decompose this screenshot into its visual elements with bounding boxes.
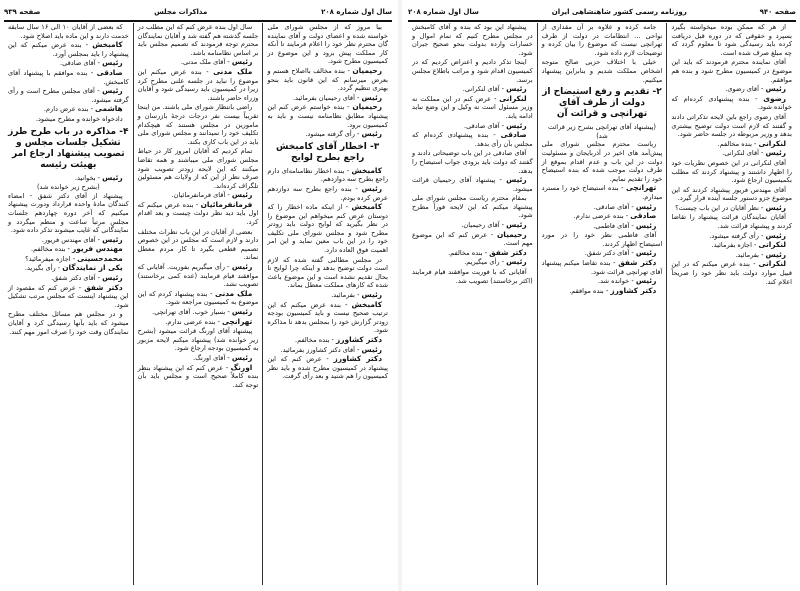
speaker-name: ملک مدنی bbox=[215, 288, 253, 298]
page-gutter bbox=[398, 0, 402, 591]
speaker-name: ملک مدنی bbox=[213, 66, 253, 76]
paragraph-text: - بنده عرض دارم. bbox=[43, 105, 96, 114]
paragraph-text: ریاست محترم مجلس شورای ملی پیش‌آمد های اخیر در آذربایجان و مسئولیت دولت در این باب و عدم اقدام بموقع از طرف دولت موجب شده که بنده استیضاح خود را تقدیم نمایم. bbox=[541, 140, 663, 183]
paragraph bbox=[671, 23, 792, 57]
page-header bbox=[4, 4, 392, 22]
speaker-name: فرمانفرمائیان bbox=[200, 199, 253, 209]
paragraph bbox=[267, 336, 388, 345]
paragraph bbox=[267, 256, 388, 290]
paragraph-text: - عرض کنم که این پیشنهاد بنظر بنده کاملاً صحیح است و مجلس باید بآن توجه کند. bbox=[137, 363, 259, 389]
paragraph-text: آقایان نمایندگان قرائت پیشنهاد را تقاضا کردند و پیشنهاد قرائت شد. bbox=[671, 213, 792, 231]
paragraph bbox=[671, 95, 792, 112]
speaker-name: اورنگ bbox=[230, 362, 253, 372]
page-header bbox=[408, 4, 796, 22]
speaker-name: کامبخش bbox=[351, 165, 382, 175]
paragraph bbox=[138, 147, 259, 190]
speaker-name: تهرانچی bbox=[625, 183, 657, 193]
paragraph bbox=[671, 140, 792, 149]
paragraph-text: آقای لنکرانی در این خصوص نظریات خود را اظهار داشتند و پیشنهاد کردند که مطلب بکمیسیون ارجاع شود. bbox=[671, 158, 792, 185]
speaker-name: رئیس bbox=[231, 57, 253, 67]
paragraph bbox=[138, 327, 259, 353]
paragraph-text: که بعضی از آقایان ۱۰ الی ۱۶ سال سابقه خدمت دارند و این ماده باید اصلاح شود. bbox=[7, 23, 129, 40]
paragraph-text: - اجازه میفرمائید؟ bbox=[25, 254, 78, 263]
paragraph-text: - بفرمائید. bbox=[735, 250, 766, 259]
speaker-name: کامبخش bbox=[351, 299, 382, 309]
paragraph-text: - بنده پیشنهادی کرده‌ام که خوانده شود. bbox=[671, 94, 792, 112]
paragraph bbox=[8, 59, 129, 68]
speaker-name: هاشمی bbox=[95, 104, 123, 114]
paragraph bbox=[8, 245, 129, 254]
speaker-name: رئیس bbox=[231, 190, 253, 200]
paragraph bbox=[412, 194, 533, 220]
paragraph-text: سال اول بنده عرض کنم که این مطلب در جلسه گذشته هم گفته شد و آقایان نمایندگان محترم توجه فرمودند که تصمیم مجلس باید بر اساس نظامنامه باشد. bbox=[137, 23, 259, 57]
paragraph-text: جامه کرده و علاوه بر آن مقداری از نواحی ... انتظامات در دولت از طرف تهرانچی نیست که موضوع را بیان کرده و توضیحات لازم داده شود. bbox=[541, 23, 663, 57]
paragraph bbox=[267, 185, 388, 202]
paragraph bbox=[138, 23, 259, 57]
speaker-name: رئیس bbox=[506, 175, 527, 185]
speaker-name: رئیس bbox=[102, 273, 123, 283]
section-heading: ۲- تقدیم و رفع استیضاح از دولت از طرف آقای تهرانچی و قرائت آن bbox=[542, 87, 662, 120]
speaker-name: دکتر کشاورز bbox=[333, 354, 382, 364]
paragraph bbox=[542, 249, 663, 258]
paragraph bbox=[412, 176, 533, 193]
paragraph bbox=[138, 290, 259, 307]
paragraph bbox=[671, 85, 792, 94]
speaker-name: رئیس bbox=[102, 234, 123, 244]
paragraph-text: - بخوانید. bbox=[74, 173, 103, 182]
paragraph bbox=[267, 130, 388, 139]
text-column bbox=[666, 23, 796, 585]
speaker-name: رئیس bbox=[361, 290, 382, 300]
paragraph-text: - بنده مخالفم. bbox=[448, 248, 490, 257]
paragraph-text: - خوانده شد. bbox=[598, 277, 636, 286]
paragraph bbox=[542, 222, 663, 231]
speaker-name: رئیس bbox=[231, 307, 253, 316]
speaker-name: دکتر شفق bbox=[84, 282, 123, 292]
paragraph-text: - نظر آقایان در این باب چیست؟ bbox=[675, 203, 766, 212]
speaker-name: دکتر کشاورز bbox=[610, 285, 657, 295]
paragraph bbox=[542, 23, 663, 57]
paragraph-text: - عرض کنم که این موضوع مهم است. bbox=[411, 230, 533, 248]
paragraph bbox=[8, 23, 129, 40]
paragraph-text: از هر که ممکن بوده میخواسته بگیرد بسپرد و حقوقی که در دوره قبل دریافت کرده باید رسیدگی شود تا معلوم گردد که چه مبلغ صرف شده است. bbox=[671, 23, 792, 57]
paragraph bbox=[671, 251, 792, 260]
paragraph bbox=[671, 204, 792, 213]
paragraph-text: - آقای فاطمی. bbox=[593, 221, 636, 230]
section-heading: ۳- اخطار آقای کامبخش راجع بطرح لوایح bbox=[276, 141, 380, 163]
paragraph-text: پیشنهاد از آقای دکتر شفق - امضاء کنندگان مادهٔ واحده قرارداد ودورت پیشنهاد میکنیم که آخر دوره چهاردهم جلسات مجلس مرتباً ساعت و منظم میگردد و نمایندگانی که غایب میشوند تذکر داده شود. bbox=[7, 191, 129, 235]
paragraph bbox=[412, 258, 533, 267]
left-page bbox=[0, 0, 396, 591]
speaker-name: رئیس bbox=[361, 344, 382, 354]
paragraph-text: - بنده اخطار نظامنامه‌ای دارم راجع بطرح سه دوازدهم. bbox=[267, 166, 388, 184]
paragraph-text: بعضی از آقایان در این باب نظرات مختلف دارند و لازم است که مجلس در این خصوص تصمیم قطعی بگیرد تا کار مردم معطل نماند. bbox=[137, 227, 259, 262]
speaker-name: کامبخش bbox=[92, 40, 123, 50]
paragraph-text: - عرض کنم که این پیشنهاد در کمیسیون مطرح شده و باید نظر کمیسیون را هم شنید و بعد رأی گرفت. bbox=[267, 355, 388, 381]
paragraph bbox=[8, 192, 129, 235]
speaker-name: کامبخش bbox=[351, 202, 382, 212]
columns bbox=[4, 23, 392, 585]
text-column bbox=[408, 23, 537, 585]
speaker-name: یکی از نمایندگان bbox=[62, 263, 123, 273]
paragraph bbox=[412, 149, 533, 175]
paragraph bbox=[542, 231, 663, 248]
paragraph-text: آقای فاطمی نظر خود را در مورد استیضاح اظهار کردند. bbox=[541, 231, 663, 248]
paragraph bbox=[671, 113, 792, 139]
paragraph-text: - بنده موافقم با پیشنهاد آقای کامبخش. bbox=[7, 68, 129, 86]
paragraph bbox=[412, 122, 533, 131]
paragraph bbox=[138, 191, 259, 200]
paragraph bbox=[671, 159, 792, 185]
paragraph-text: - آقای دکتر شفق. bbox=[51, 274, 103, 283]
paragraph bbox=[138, 58, 259, 67]
speaker-name: رئیس bbox=[635, 220, 657, 230]
paragraph bbox=[412, 249, 533, 258]
paragraph bbox=[8, 174, 129, 183]
speaker-name: صادقی bbox=[500, 130, 527, 140]
speaker-name: رضوی bbox=[763, 93, 786, 103]
paragraph bbox=[412, 131, 533, 148]
text-column bbox=[537, 23, 667, 585]
paragraph-text: - پیشنهاد آقای رحیمیان قرائت میشود. bbox=[411, 176, 533, 193]
paragraph-text: آقای مهندس فریور پیشنهاد کردند که این موضوع جزو دستور جلسه آینده قرار گیرد. bbox=[671, 185, 792, 203]
speaker-name: رئیس bbox=[231, 262, 253, 272]
speaker-name: رئیس bbox=[506, 220, 527, 230]
speaker-name: رئیس bbox=[506, 257, 527, 267]
paragraph bbox=[412, 58, 533, 84]
paragraph-text: - رأی گرفته میشود. bbox=[709, 231, 766, 240]
paragraph-text: - آقای مهندس فریور. bbox=[41, 235, 103, 244]
speaker-name: رئیس bbox=[102, 172, 123, 182]
paragraph-text: - عرض کنم که مقصود از این پیشنهاد اینست که مجلس مرتب تشکیل شود. bbox=[7, 283, 129, 309]
speaker-name: رئیس bbox=[765, 249, 786, 259]
paragraph bbox=[138, 228, 259, 262]
paragraph bbox=[542, 184, 663, 201]
speaker-name: رئیس bbox=[765, 148, 786, 158]
paragraph-text: - بنده استیضاح خود را مسترد میدارم. bbox=[541, 184, 663, 201]
paragraph bbox=[8, 236, 129, 245]
paragraph-text: - بنده عرضی ندارم. bbox=[165, 317, 222, 326]
speaker-name: رئیس bbox=[102, 86, 123, 96]
speaker-name: لنکرانی bbox=[499, 93, 527, 103]
paragraph bbox=[412, 268, 533, 285]
paragraph-text: - بنده خواستم عرض کنم این پیشنهاد مطابق نظامنامه نیست و باید به کمیسیون برود. bbox=[267, 103, 388, 129]
paragraph bbox=[267, 346, 388, 355]
speaker-name: دکتر کشاورز bbox=[336, 335, 382, 344]
speaker-name: رئیس bbox=[361, 92, 382, 102]
paragraph bbox=[138, 68, 259, 102]
paragraph-text: در مجلس مطالبی گفته شده که لازم است دولت توضیح بدهد و اینکه چرا لوایح تا بحال تقدیم نشده است و این موضوع باعث شده که کارهای مملکت معطل بماند. bbox=[267, 255, 388, 290]
paragraph-text: خیلی با اختلاف حزبی صالح متوجه اشخاص مملکت شدیم و بنابراین پیشنهاد میکنیم. bbox=[541, 58, 663, 84]
header-title: روزنامه رسمی کشور شاهنشاهی ایران bbox=[551, 8, 687, 16]
speaker-name: لنکرانی bbox=[758, 259, 786, 269]
page-number: صفحه ۹۴۰ bbox=[759, 8, 796, 16]
paragraph bbox=[267, 355, 388, 381]
paragraph-text: - آقای فرمانفرمائیان. bbox=[171, 191, 232, 200]
page-number: صفحه ۹۳۹ bbox=[4, 8, 41, 16]
speaker-name: رئیس bbox=[361, 183, 382, 193]
paragraph bbox=[138, 354, 259, 363]
paragraph bbox=[671, 232, 792, 241]
paragraph bbox=[267, 103, 388, 129]
speaker-name: رئیس bbox=[635, 276, 657, 286]
speaker-name: رحیمیان bbox=[497, 229, 527, 239]
paragraph-text: پیشنهاد آقای اورنگ قرائت میشود (بشرح زیر خوانده شد) پیشنهاد میکنم لایحه مزبور به کمیسیون بودجه ارجاع شود. bbox=[137, 327, 259, 353]
speaker-name: دکتر شفق bbox=[618, 258, 657, 268]
paragraph-text: آقای رضوی راجع باین لایحه تذکراتی دادند و گفتند که لازم است دولت توضیح بیشتری بدهد و وزیر مربوطه در جلسه حاضر شود. bbox=[671, 112, 792, 139]
paragraph-text: - رأی میگیریم. bbox=[464, 258, 507, 267]
paragraph-text: و در مجلس هم مسائل مختلف مطرح میشود که باید بآنها رسیدگی کرد و آقایان نمایندگان وقت خود را صرف امور مهم کنند. bbox=[7, 310, 129, 336]
columns bbox=[408, 23, 796, 585]
paragraph-text: - بنده مخالفم. bbox=[30, 245, 73, 254]
paragraph-text: - رأی گرفته میشود. bbox=[305, 130, 362, 139]
paragraph bbox=[671, 241, 792, 250]
paragraph-text: - بنده مخالف بااصلاح هستم و بعرض میرسانم که این قانون باید بنحو بهتری تنظیم گردد. bbox=[267, 66, 388, 93]
paragraph-text: - بنده عرض میکنم که در این قبیل موارد دولت باید نظر خود را صریحاً اعلام کند. bbox=[671, 260, 792, 286]
speaker-name: رئیس bbox=[765, 202, 786, 212]
paragraph-text: - آقای رحیمیان بفرمائید. bbox=[292, 93, 362, 102]
paragraph-text: - بفرمائید. bbox=[331, 291, 362, 300]
text-column bbox=[133, 23, 263, 585]
paragraph-text: - آقای رضوی. bbox=[725, 85, 766, 94]
paragraph bbox=[8, 115, 129, 124]
speaker-name: صادقی bbox=[96, 67, 123, 77]
speaker-name: رئیس bbox=[765, 84, 786, 94]
issue-number: سال اول شماره ۲۰۸ bbox=[321, 8, 392, 16]
paragraph bbox=[267, 167, 388, 184]
paragraph-text: - آقای لنکرانی. bbox=[722, 149, 766, 158]
speaker-name: محمدحسینی bbox=[77, 253, 123, 263]
speaker-name: رئیس bbox=[102, 58, 123, 68]
paragraph bbox=[671, 213, 792, 230]
paragraph-text: اینجا تذکر دادیم و اعتراض کردیم که در کمیسیون اقدام شود و مراتب باطلاع مجلس برسد. bbox=[411, 58, 533, 84]
paragraph-text: - آقای اورنگ. bbox=[192, 353, 232, 362]
paragraph bbox=[671, 260, 792, 286]
paragraph-text: - رأی بگیرید. bbox=[24, 264, 63, 273]
paragraph bbox=[412, 221, 533, 230]
paragraph-text: راضی بانتظار شورای ملی باشند. من اینجا تقریباً بیست نفر درجات درجهٔ بازرسان و مامورین در مجلس هستند که هیچکدام تکلیف خود را نمیدانند و مجلس شورای ملی باید در این باب کاری بکند. bbox=[137, 103, 259, 146]
paragraph-text: - اجازه بفرمائید. bbox=[711, 241, 759, 250]
paragraph bbox=[8, 255, 129, 264]
paragraph-text: - آقای دکتر کشاورز بفرمائید. bbox=[280, 345, 362, 354]
paragraph bbox=[267, 291, 388, 300]
paragraph bbox=[671, 186, 792, 203]
paragraph bbox=[542, 58, 663, 84]
paragraph bbox=[671, 149, 792, 158]
paragraph bbox=[8, 310, 129, 336]
paragraph-text: آقای نماینده محترم فرمودند که باید این موضوع در کمیسیون مطرح شود و بنده هم موافقم. bbox=[671, 58, 792, 84]
paragraph bbox=[138, 308, 259, 317]
paragraph bbox=[267, 23, 388, 66]
paragraph-text: - آقای دکتر شفق. bbox=[584, 249, 636, 258]
paragraph-text: پیشنهاد این بود که بنده و آقای کامبخش در مجلس مطرح کنیم که تمام اموال و خسارات وارده بدولت بنحو صحیح جبران شود. bbox=[411, 23, 533, 57]
paragraph-text: آقای صادقی در این باب توضیحاتی دادند و گفتند که دولت باید بزودی جواب استیضاح را بدهد. bbox=[411, 149, 533, 175]
speaker-name: رئیس bbox=[231, 352, 253, 362]
paragraph-text: تمام کردیم که آقایان امروز کار در حیاط مجلس شورای ملی میباشند و همه تقاضا میکنند که این لایحه زودتر تصویب شود صرف نظر از این که از ولایات هم مسئولین تلگراف کرده‌اند. bbox=[137, 147, 259, 190]
text-column bbox=[262, 23, 392, 585]
paragraph bbox=[8, 87, 129, 104]
paragraph bbox=[138, 103, 259, 146]
paragraph bbox=[8, 105, 129, 114]
speaker-name: مهندس فریور bbox=[72, 244, 123, 254]
paragraph-text: - آقای مجلس مطرح است و رأی گرفته میشود. bbox=[7, 87, 129, 104]
paragraph bbox=[542, 287, 663, 296]
paragraph-text: - بنده موافقم. bbox=[569, 286, 611, 295]
paragraph bbox=[542, 259, 663, 276]
paragraph bbox=[138, 201, 259, 227]
paragraph bbox=[8, 284, 129, 310]
note: (بشرح زیر خوانده شد) bbox=[36, 183, 100, 192]
paragraph-text: - بنده پیشنهاد کردم که این موضوع به کمیسیون مراجعه شود. bbox=[137, 289, 259, 307]
paragraph bbox=[542, 277, 663, 286]
paragraph bbox=[412, 231, 533, 248]
paragraph-text: - بنده تقاضا میکنم پیشنهاد آقای تهرانچی قرائت شود. bbox=[541, 259, 663, 276]
speaker-name: رئیس bbox=[361, 129, 382, 139]
paragraph-text: - آقای رحیمیان. bbox=[461, 221, 507, 230]
paragraph-text: - بنده عرض میکنم که این پیشنهاد را باید بمجلس آورد. bbox=[7, 41, 129, 58]
paragraph-text: - آقای صادقی. bbox=[464, 121, 507, 130]
paragraph bbox=[542, 212, 663, 221]
speaker-name: رحیمیان bbox=[352, 65, 382, 75]
paragraph bbox=[8, 274, 129, 283]
paragraph bbox=[8, 41, 129, 58]
paragraph bbox=[412, 85, 533, 94]
paragraph bbox=[267, 67, 388, 93]
paragraph bbox=[267, 94, 388, 103]
speaker-name: دکتر شفق bbox=[489, 247, 527, 257]
paragraph-text: - عرض کنم در این مملکت نه وزیر مسئول است نه وکیل و این وضع نباید ادامه یابد. bbox=[411, 94, 533, 120]
issue-number: سال اول شماره ۲۰۸ bbox=[408, 8, 479, 16]
paragraph bbox=[138, 364, 259, 390]
paragraph bbox=[412, 95, 533, 121]
speaker-name: رئیس bbox=[506, 120, 527, 130]
speaker-name: رئیس bbox=[635, 248, 657, 258]
paragraph-text: - بنده عرضی ندارم. bbox=[573, 212, 631, 221]
speaker-name: رحیمیان bbox=[352, 102, 382, 112]
section-heading: ۴- مذاکره در باب طرح طرز تشکیل جلسات مجلس و تصویب پیشنهاد ارجاع امر بهیئت رئیسه bbox=[8, 126, 129, 170]
paragraph-text: - بنده عرض میکنم این موضوع را نباید در جلسه علنی مطرح کرد زیرا در کمیسیون باید رسیدگی شود و آقایان وزراء حاضر باشند. bbox=[137, 67, 259, 102]
paragraph bbox=[671, 58, 792, 84]
paragraph-text: - رأی میگیریم بفوریت. آقایانی که موافقند قیام فرمایند (عده کمی برخاستند) تصویب نشد. bbox=[137, 263, 259, 289]
paragraph bbox=[267, 301, 388, 335]
speaker-name: رئیس bbox=[506, 84, 527, 94]
paragraph bbox=[267, 203, 388, 255]
paragraph-text: - آقای ملک مدنی. bbox=[180, 58, 232, 67]
paragraph bbox=[542, 140, 663, 183]
paragraph-text: - آقای صادقی. bbox=[593, 202, 636, 211]
right-page bbox=[404, 0, 800, 591]
paragraph-text: - از اینکه ماده اخطار را که دوستان عرض کنم میخواهم این موضوع را در نظر بگیرید که لوایح دولت باید زودتر مطرح شود و مجلس شورای ملی تکلیف خود را در این باب معین نماید و این امر اهمیت فوق العاده دارد. bbox=[267, 203, 388, 255]
paragraph-text: - بنده مخالفم. bbox=[294, 336, 337, 344]
paragraph-text: - بنده مخالفم. bbox=[717, 139, 759, 148]
header-title: مذاکرات مجلس bbox=[154, 8, 208, 16]
paragraph-text: آقایانی که با فوریت موافقند قیام فرمایند (اکثر برخاستند) تصویب شد. bbox=[411, 268, 533, 285]
speaker-name: رئیس bbox=[765, 230, 786, 240]
paragraph-text: دادخواه خوانده و مطرح میشود. bbox=[35, 114, 123, 123]
paragraph-text: - آقای صادقی. bbox=[60, 59, 103, 68]
speaker-name: صادقی bbox=[630, 211, 657, 221]
paragraph-text: بمقام محترم ریاست مجلس شورای ملی پیشنهاد میکنم که این لایحه فوراً مطرح شود. bbox=[411, 194, 533, 220]
paragraph-text: - بنده راجع بطرح سه دوازدهم عرض کرده بودم. bbox=[267, 184, 388, 202]
paragraph-text: - بنده عرض میکنم که اول باید دید نظر دولت چیست و بعد اقدام کرد. bbox=[137, 200, 259, 227]
paragraph-text: - بنده پیشنهادی کرده‌ام که مجلس بآن رأی بدهد. bbox=[411, 131, 533, 148]
speaker-name: لنکرانی bbox=[758, 138, 786, 148]
paragraph-text: بیا مروز که از مجلس شورای ملی خواسته شده و اعضای دولت و آقای نماینده گان محترم نظر خود را اعلام فرمایند تا آنکه کار مملکت پیش برود و این موضوع در کمیسیون مطرح شود. bbox=[267, 23, 388, 66]
text-column bbox=[4, 23, 133, 585]
paragraph bbox=[138, 318, 259, 327]
paragraph bbox=[542, 203, 663, 212]
paragraph-text: - بنده عرض میکنم که این ترتیب صحیح نیست و باید کمیسیون بودجه زودتر گزارش خود را بمجلس بدهد تا مذاکره شود. bbox=[267, 300, 388, 335]
paragraph-text: - بسیار خوب. آقای تهرانچی. bbox=[152, 308, 232, 316]
paragraph bbox=[8, 264, 129, 273]
note: (پیشنهاد آقای تهرانچی بشرح زیر قرائت شد) bbox=[547, 123, 656, 140]
paragraph bbox=[138, 263, 259, 289]
paragraph-text: - آقای لنکرانی. bbox=[462, 85, 507, 94]
paragraph bbox=[8, 69, 129, 86]
paragraph bbox=[412, 23, 533, 57]
speaker-name: رئیس bbox=[635, 201, 657, 211]
speaker-name: لنکرانی bbox=[758, 240, 786, 250]
speaker-name: تهرانچی bbox=[221, 316, 253, 326]
